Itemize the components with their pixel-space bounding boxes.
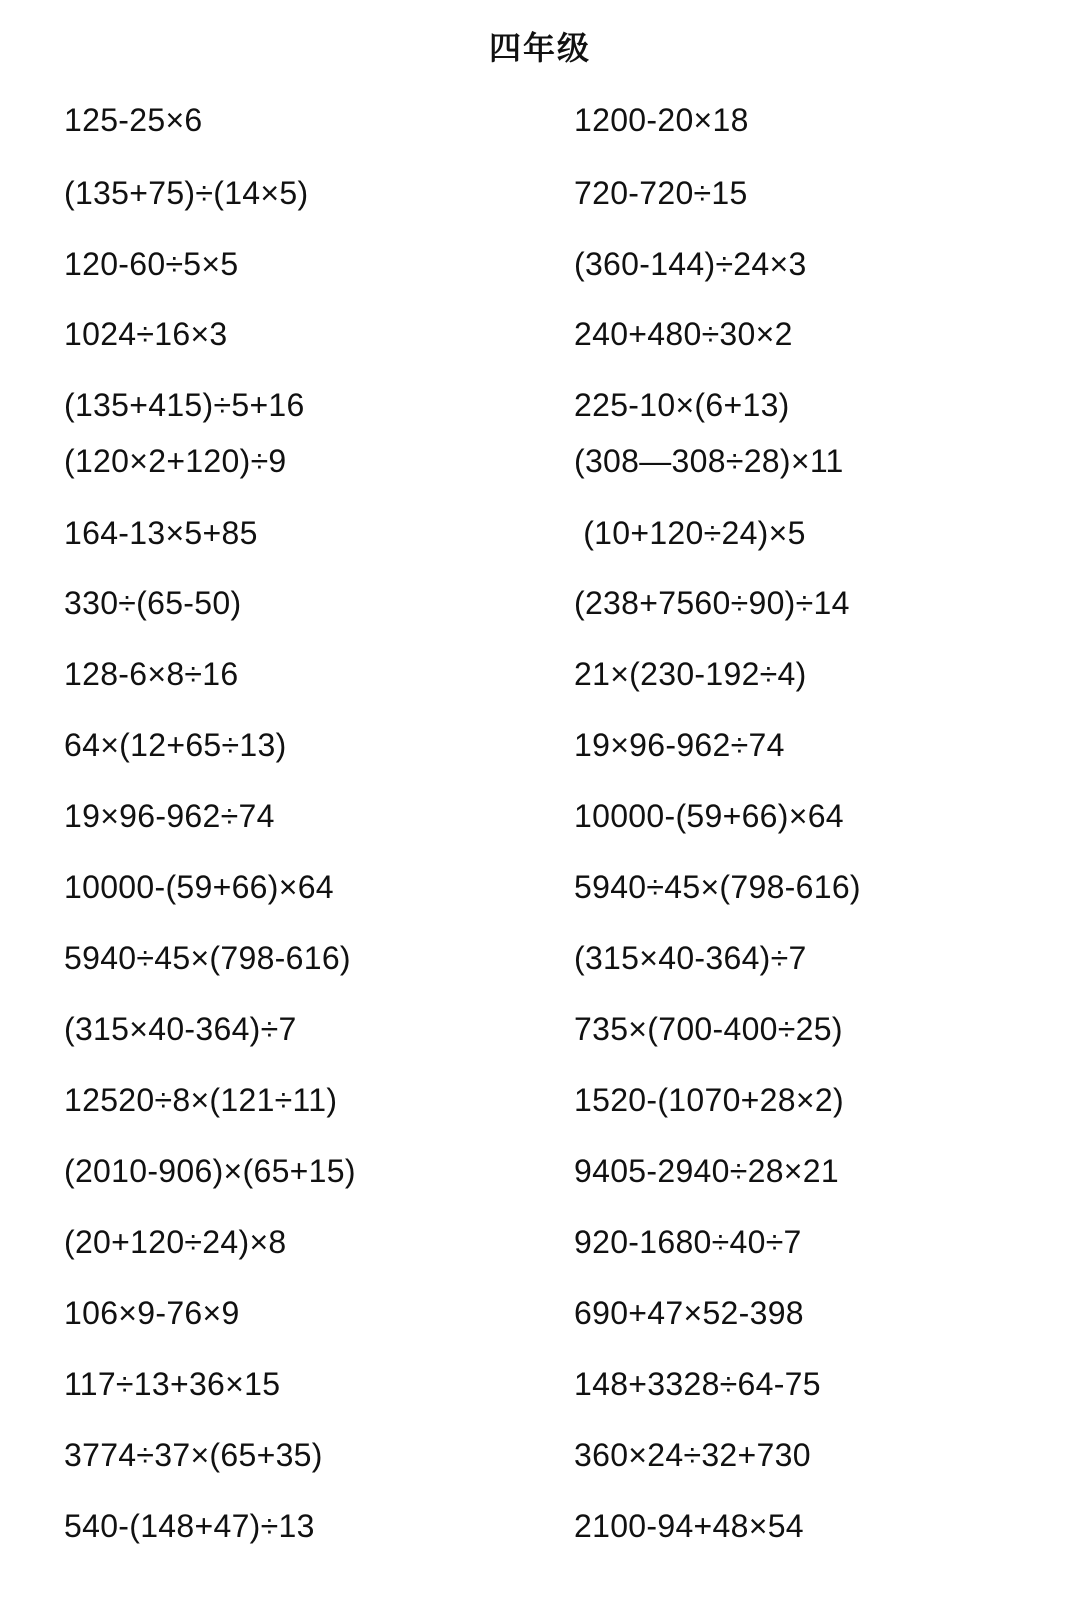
expression-right-16: 9405-2940÷28×21 <box>574 1153 839 1189</box>
expression-right-8: (238+7560÷90)÷14 <box>574 585 850 621</box>
expression-left-13: 5940÷45×(798-616) <box>64 940 351 976</box>
expression-left-6: (120×2+120)÷9 <box>64 443 287 479</box>
expression-right-7: (10+120÷24)×5 <box>574 515 806 551</box>
expression-right-20: 360×24÷32+730 <box>574 1437 811 1473</box>
expression-right-3: (360-144)÷24×3 <box>574 246 807 282</box>
expression-right-2: 720-720÷15 <box>574 175 748 211</box>
expression-left-12: 10000-(59+66)×64 <box>64 869 334 905</box>
expression-right-21: 2100-94+48×54 <box>574 1508 804 1544</box>
expression-left-10: 64×(12+65÷13) <box>64 727 287 763</box>
expression-left-8: 330÷(65-50) <box>64 585 242 621</box>
expression-left-17: (20+120÷24)×8 <box>64 1224 287 1260</box>
expression-left-21: 540-(148+47)÷13 <box>64 1508 315 1544</box>
expression-right-15: 1520-(1070+28×2) <box>574 1082 844 1118</box>
expression-left-15: 12520÷8×(121÷11) <box>64 1082 338 1118</box>
expression-left-5: (135+415)÷5+16 <box>64 387 305 423</box>
expression-right-10: 19×96-962÷74 <box>574 727 785 763</box>
expression-right-19: 148+3328÷64-75 <box>574 1366 821 1402</box>
expression-left-11: 19×96-962÷74 <box>64 798 275 834</box>
expression-right-5: 225-10×(6+13) <box>574 387 790 423</box>
page-title: 四年级 <box>488 29 591 67</box>
expression-left-19: 117÷13+36×15 <box>64 1366 281 1402</box>
expression-left-4: 1024÷16×3 <box>64 316 228 352</box>
expression-left-14: (315×40-364)÷7 <box>64 1011 297 1047</box>
expression-right-4: 240+480÷30×2 <box>574 316 793 352</box>
expression-right-18: 690+47×52-398 <box>574 1295 804 1331</box>
expression-left-20: 3774÷37×(65+35) <box>64 1437 323 1473</box>
expression-left-1: 125-25×6 <box>64 102 203 138</box>
expression-right-13: (315×40-364)÷7 <box>574 940 807 976</box>
expression-left-7: 164-13×5+85 <box>64 515 258 551</box>
expression-right-17: 920-1680÷40÷7 <box>574 1224 802 1260</box>
expression-left-9: 128-6×8÷16 <box>64 656 239 692</box>
expression-left-2: (135+75)÷(14×5) <box>64 175 309 211</box>
expression-right-1: 1200-20×18 <box>574 102 749 138</box>
expression-right-6: (308—308÷28)×11 <box>574 443 844 479</box>
expression-left-18: 106×9-76×9 <box>64 1295 240 1331</box>
expression-right-12: 5940÷45×(798-616) <box>574 869 861 905</box>
expression-left-16: (2010-906)×(65+15) <box>64 1153 356 1189</box>
expression-left-3: 120-60÷5×5 <box>64 246 239 282</box>
expression-right-9: 21×(230-192÷4) <box>574 656 807 692</box>
expression-right-11: 10000-(59+66)×64 <box>574 798 844 834</box>
expression-right-14: 735×(700-400÷25) <box>574 1011 843 1047</box>
